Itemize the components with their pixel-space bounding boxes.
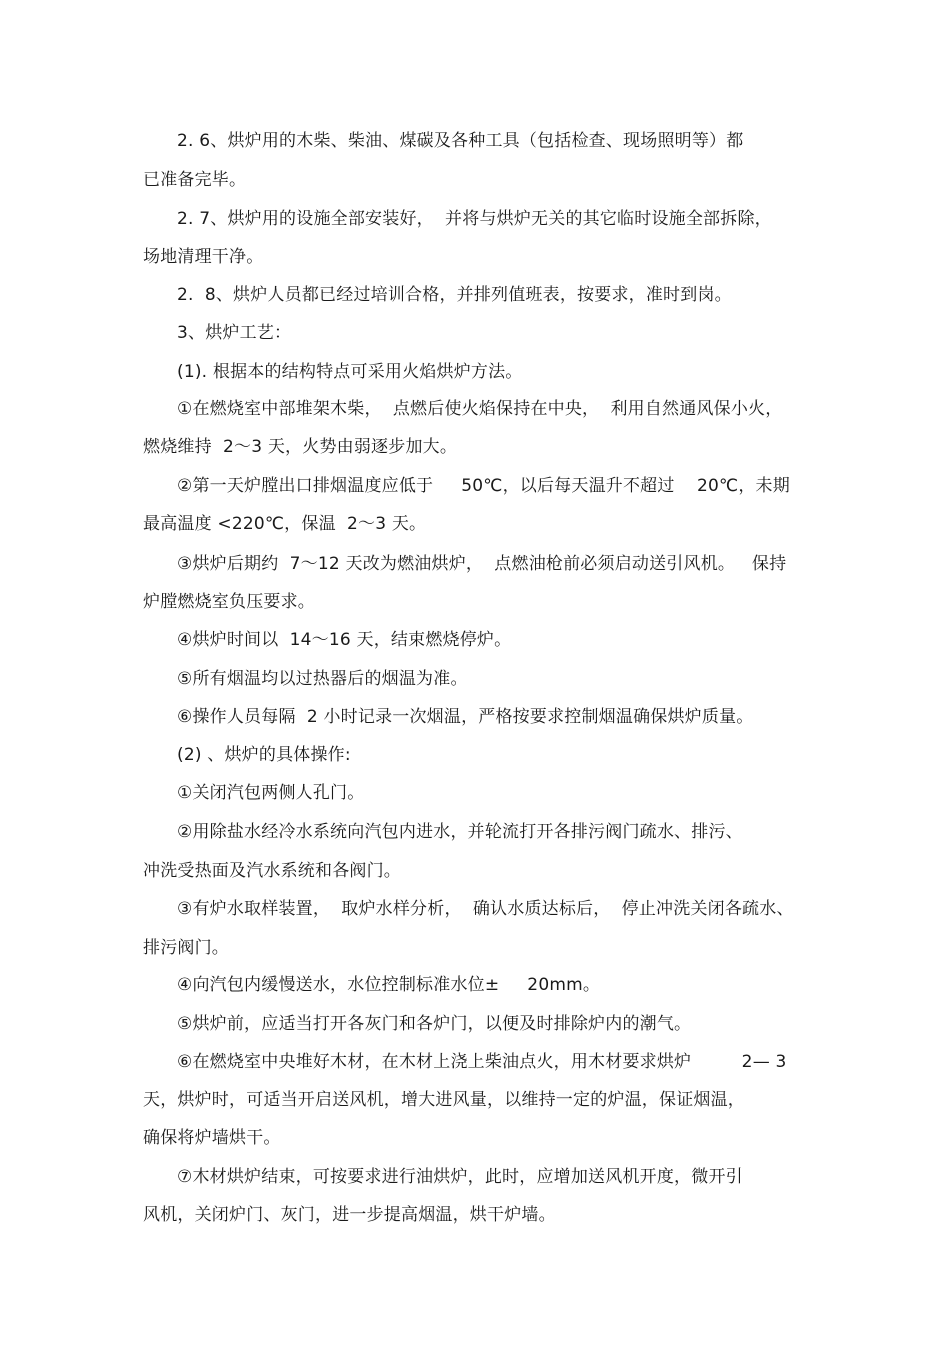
paragraph-first-line: 2. 6、烘炉用的木柴、柴油、煤碳及各种工具（包括检查、现场照明等）都 — [177, 131, 744, 151]
paragraph-line: 炉膛燃烧室负压要求。 — [143, 592, 315, 612]
paragraph-first-line: ⑤烘炉前，应适当打开各灰门和各炉门，以便及时排除炉内的潮气。 — [177, 1014, 692, 1034]
paragraph-first-line: 2. 8、烘炉人员都已经过培训合格，并排列值班表，按要求，准时到岗。 — [177, 285, 732, 305]
paragraph-first-line: ①关闭汽包两侧人孔门。 — [177, 783, 365, 803]
paragraph-first-line: ①在燃烧室中部堆架木柴， 点燃后使火焰保持在中央， 利用自然通风保小火， — [177, 399, 783, 419]
paragraph-first-line: ④向汽包内缓慢送水，水位控制标准水位± 20mm。 — [177, 975, 601, 995]
paragraph-line: 排污阀门。 — [143, 938, 229, 958]
paragraph-first-line: ⑦木材烘炉结束，可按要求进行油烘炉，此时，应增加送风机开度，微开引 — [177, 1167, 743, 1187]
paragraph-first-line: ②第一天炉膛出口排烟温度应低于 50℃，以后每天温升不超过 20℃，未期 — [177, 476, 790, 496]
paragraph-first-line: ⑤所有烟温均以过热器后的烟温为准。 — [177, 669, 468, 689]
paragraph-line: 确保将炉墙烘干。 — [143, 1128, 281, 1148]
paragraph-first-line: ⑥操作人员每隔 2 小时记录一次烟温，严格按要求控制烟温确保烘炉质量。 — [177, 707, 754, 727]
paragraph-first-line: 3、烘炉工艺： — [177, 323, 292, 343]
paragraph-line: 冲洗受热面及汽水系统和各阀门。 — [143, 861, 401, 881]
paragraph-line: 场地清理干净。 — [143, 247, 264, 267]
paragraph-line: 天，烘炉时，可适当开启送风机，增大进风量，以维持一定的炉温，保证烟温， — [143, 1090, 745, 1110]
paragraph-line: 已准备完毕。 — [143, 170, 247, 190]
paragraph-first-line: ④烘炉时间以 14～16 天，结束燃烧停炉。 — [177, 630, 512, 650]
paragraph-first-line: ③烘炉后期约 7～12 天改为燃油烘炉， 点燃油枪前必须启动送引风机。 保持 — [177, 554, 787, 574]
paragraph-line: 风机，关闭炉门、灰门，进一步提高烟温，烘干炉墙。 — [143, 1205, 556, 1225]
paragraph-first-line: ③有炉水取样装置， 取炉水样分析， 确认水质达标后， 停止冲洗关闭各疏水、 — [177, 899, 794, 919]
paragraph-line: 最高温度 <220℃，保温 2～3 天。 — [143, 514, 427, 534]
paragraph-first-line: (1). 根据本的结构特点可采用火焰烘炉方法。 — [177, 362, 523, 382]
paragraph-first-line: (2) 、烘炉的具体操作: — [177, 745, 351, 765]
paragraph-first-line: ⑥在燃烧室中央堆好木材，在木材上浇上柴油点火，用木材要求烘炉 2— 3 — [177, 1052, 787, 1072]
paragraph-first-line: 2. 7、烘炉用的设施全部安装好， 并将与烘炉无关的其它临时设施全部拆除， — [177, 209, 772, 229]
paragraph-line: 燃烧维持 2～3 天，火势由弱逐步加大。 — [143, 437, 458, 457]
paragraph-first-line: ②用除盐水经冷水系统向汽包内进水，并轮流打开各排污阀门疏水、排污、 — [177, 822, 743, 842]
